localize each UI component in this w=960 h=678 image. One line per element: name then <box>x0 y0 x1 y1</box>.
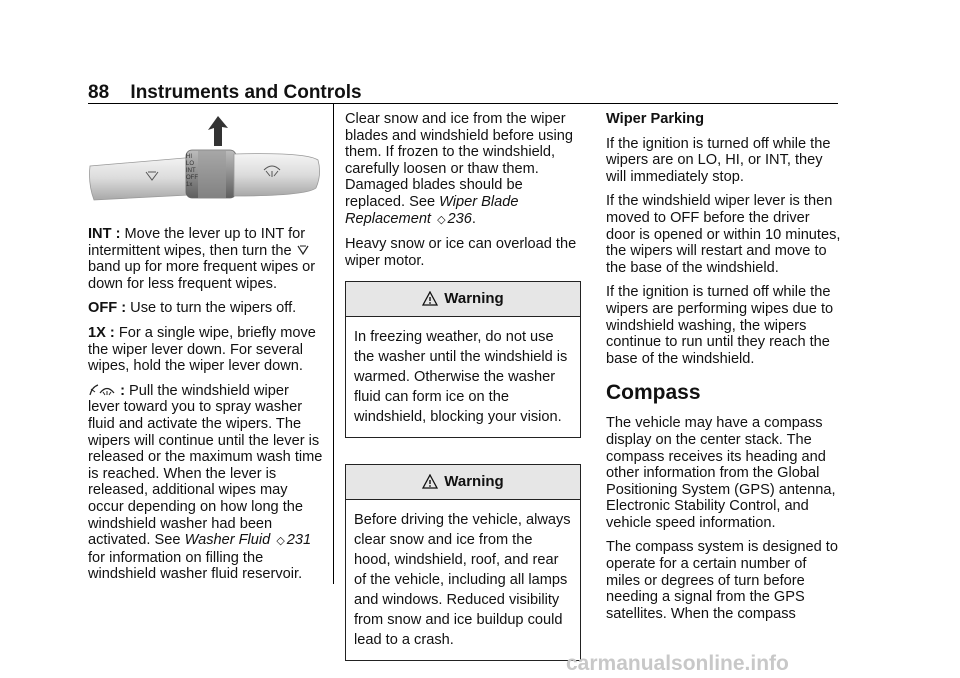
wiper-parking-p1: If the ignition is turned off while the wipers are on LO, HI, or INT, they will immediately stop. <box>606 135 831 185</box>
wiper-parking-heading: Wiper Parking <box>606 111 704 127</box>
wash-term: : <box>120 382 125 399</box>
int-term: INT : <box>88 226 121 242</box>
column-left <box>88 226 324 591</box>
warning-header <box>346 465 580 500</box>
lever-label-hi: HI <box>186 154 192 160</box>
clear-snow-text: Clear snow and ice from the wiper blades and windshield before using them. If frozen to the windshield, carefully loosen or thaw them. Damaged blades should be replaced. See <box>345 111 573 210</box>
warning-triangle-icon <box>422 291 438 307</box>
onex-term: 1X : <box>88 324 115 341</box>
column-right <box>606 111 842 630</box>
wash-text: Pull the windshield wiper lever toward you to spray washer fluid and activate the wipers. The wipers will continue until the lever is released or the maximum wash time is reached. When the lever is released, additional wipes may occur depending on how long the windshield washer had been activated. See <box>88 382 323 549</box>
lever-label-int: INT <box>186 168 196 174</box>
warning-body: Before driving the vehicle, always clear snow and ice from the hood, windshield, roof, and rear of the vehicle, including all lamps and windows. Reduced visibility from snow and ice buildup could lead to a crash. <box>354 512 571 649</box>
section-title: Instruments and Controls <box>130 82 362 103</box>
heavy-snow-paragraph: Heavy snow or ice can overload the wiper motor. <box>345 236 577 269</box>
wiper-blade-page[interactable]: 236 <box>447 210 472 227</box>
page-number: 88 <box>88 82 110 103</box>
intermittent-wiper-icon <box>296 243 310 257</box>
warning-title: Warning <box>444 290 504 308</box>
lever-label-lo: LO <box>186 161 195 167</box>
page-ref-icon: ◇ <box>276 535 285 548</box>
washer-fluid-page[interactable]: 231 <box>286 532 312 549</box>
warning-header <box>346 282 580 317</box>
page-header <box>88 82 362 104</box>
warning-box-snow <box>345 464 581 661</box>
warning-triangle-icon <box>422 474 438 490</box>
int-paragraph <box>88 226 324 292</box>
wiper-parking-p2: If the windshield wiper lever is then moved to OFF before the driver door is opened or within 10 minutes, the wipers will restart and move to the base of the windshield. <box>606 193 841 276</box>
compass-p1: The vehicle may have a compass display on the center stack. The compass receives its heading and other information from the Global Positioning System (GPS) antenna, Electronic Stability Control, and vehicle speed information. <box>606 415 836 531</box>
clear-snow-paragraph: Clear snow and ice from the wiper blades and windshield before using them. If frozen to the windshield, carefully loosen or thaw them. Damaged blades should be replaced. See Wiper Blade Replacement ◇ 236. <box>345 111 573 227</box>
washer-fluid-link[interactable]: Washer Fluid <box>184 532 271 549</box>
washer-icon <box>88 383 116 397</box>
wiper-parking-p3: If the ignition is turned off while the wipers are performing wipes due to windshield washing, the wipers continue to run until they reach the base of the windshield. <box>606 284 834 367</box>
lever-label-off: OFF <box>186 175 198 181</box>
lever-label-1x: 1x <box>186 182 193 188</box>
compass-heading: Compass <box>606 381 701 405</box>
int-text-b: band up for more frequent wipes or down for less frequent wipes. <box>88 259 316 292</box>
wash-tail: for information on filling the windshield washer fluid reservoir. <box>88 549 303 583</box>
watermark: carmanualsonline.info <box>566 652 789 675</box>
onex-paragraph <box>88 325 324 375</box>
header-rule <box>88 103 838 104</box>
page-ref-icon: ◇ <box>437 213 446 226</box>
off-text: Use to turn the wipers off. <box>130 300 297 317</box>
wash-paragraph <box>88 383 324 583</box>
warning-body: In freezing weather, do not use the washer until the windshield is warmed. Otherwise the washer fluid can form ice on the windshield, blocking your vision. <box>354 329 568 426</box>
int-text-a: Move the lever up to INT for intermittent wipes, then turn the <box>88 226 306 259</box>
warning-box-freezing <box>345 281 581 438</box>
off-paragraph <box>88 300 324 317</box>
column-middle <box>345 111 581 677</box>
off-term: OFF : <box>88 300 127 317</box>
warning-title: Warning <box>444 473 504 491</box>
onex-text: For a single wipe, briefly move the wiper lever down. For several wipes, hold the wiper lever down. <box>88 324 316 375</box>
wiper-blade-link[interactable]: Wiper Blade Replacement <box>345 193 519 227</box>
wiper-lever-figure <box>86 114 322 210</box>
compass-p2: The compass system is designed to operate for a certain number of miles or degrees of turn before needing a signal from the GPS satellites. When the compass <box>606 539 838 622</box>
column-divider <box>333 104 334 584</box>
